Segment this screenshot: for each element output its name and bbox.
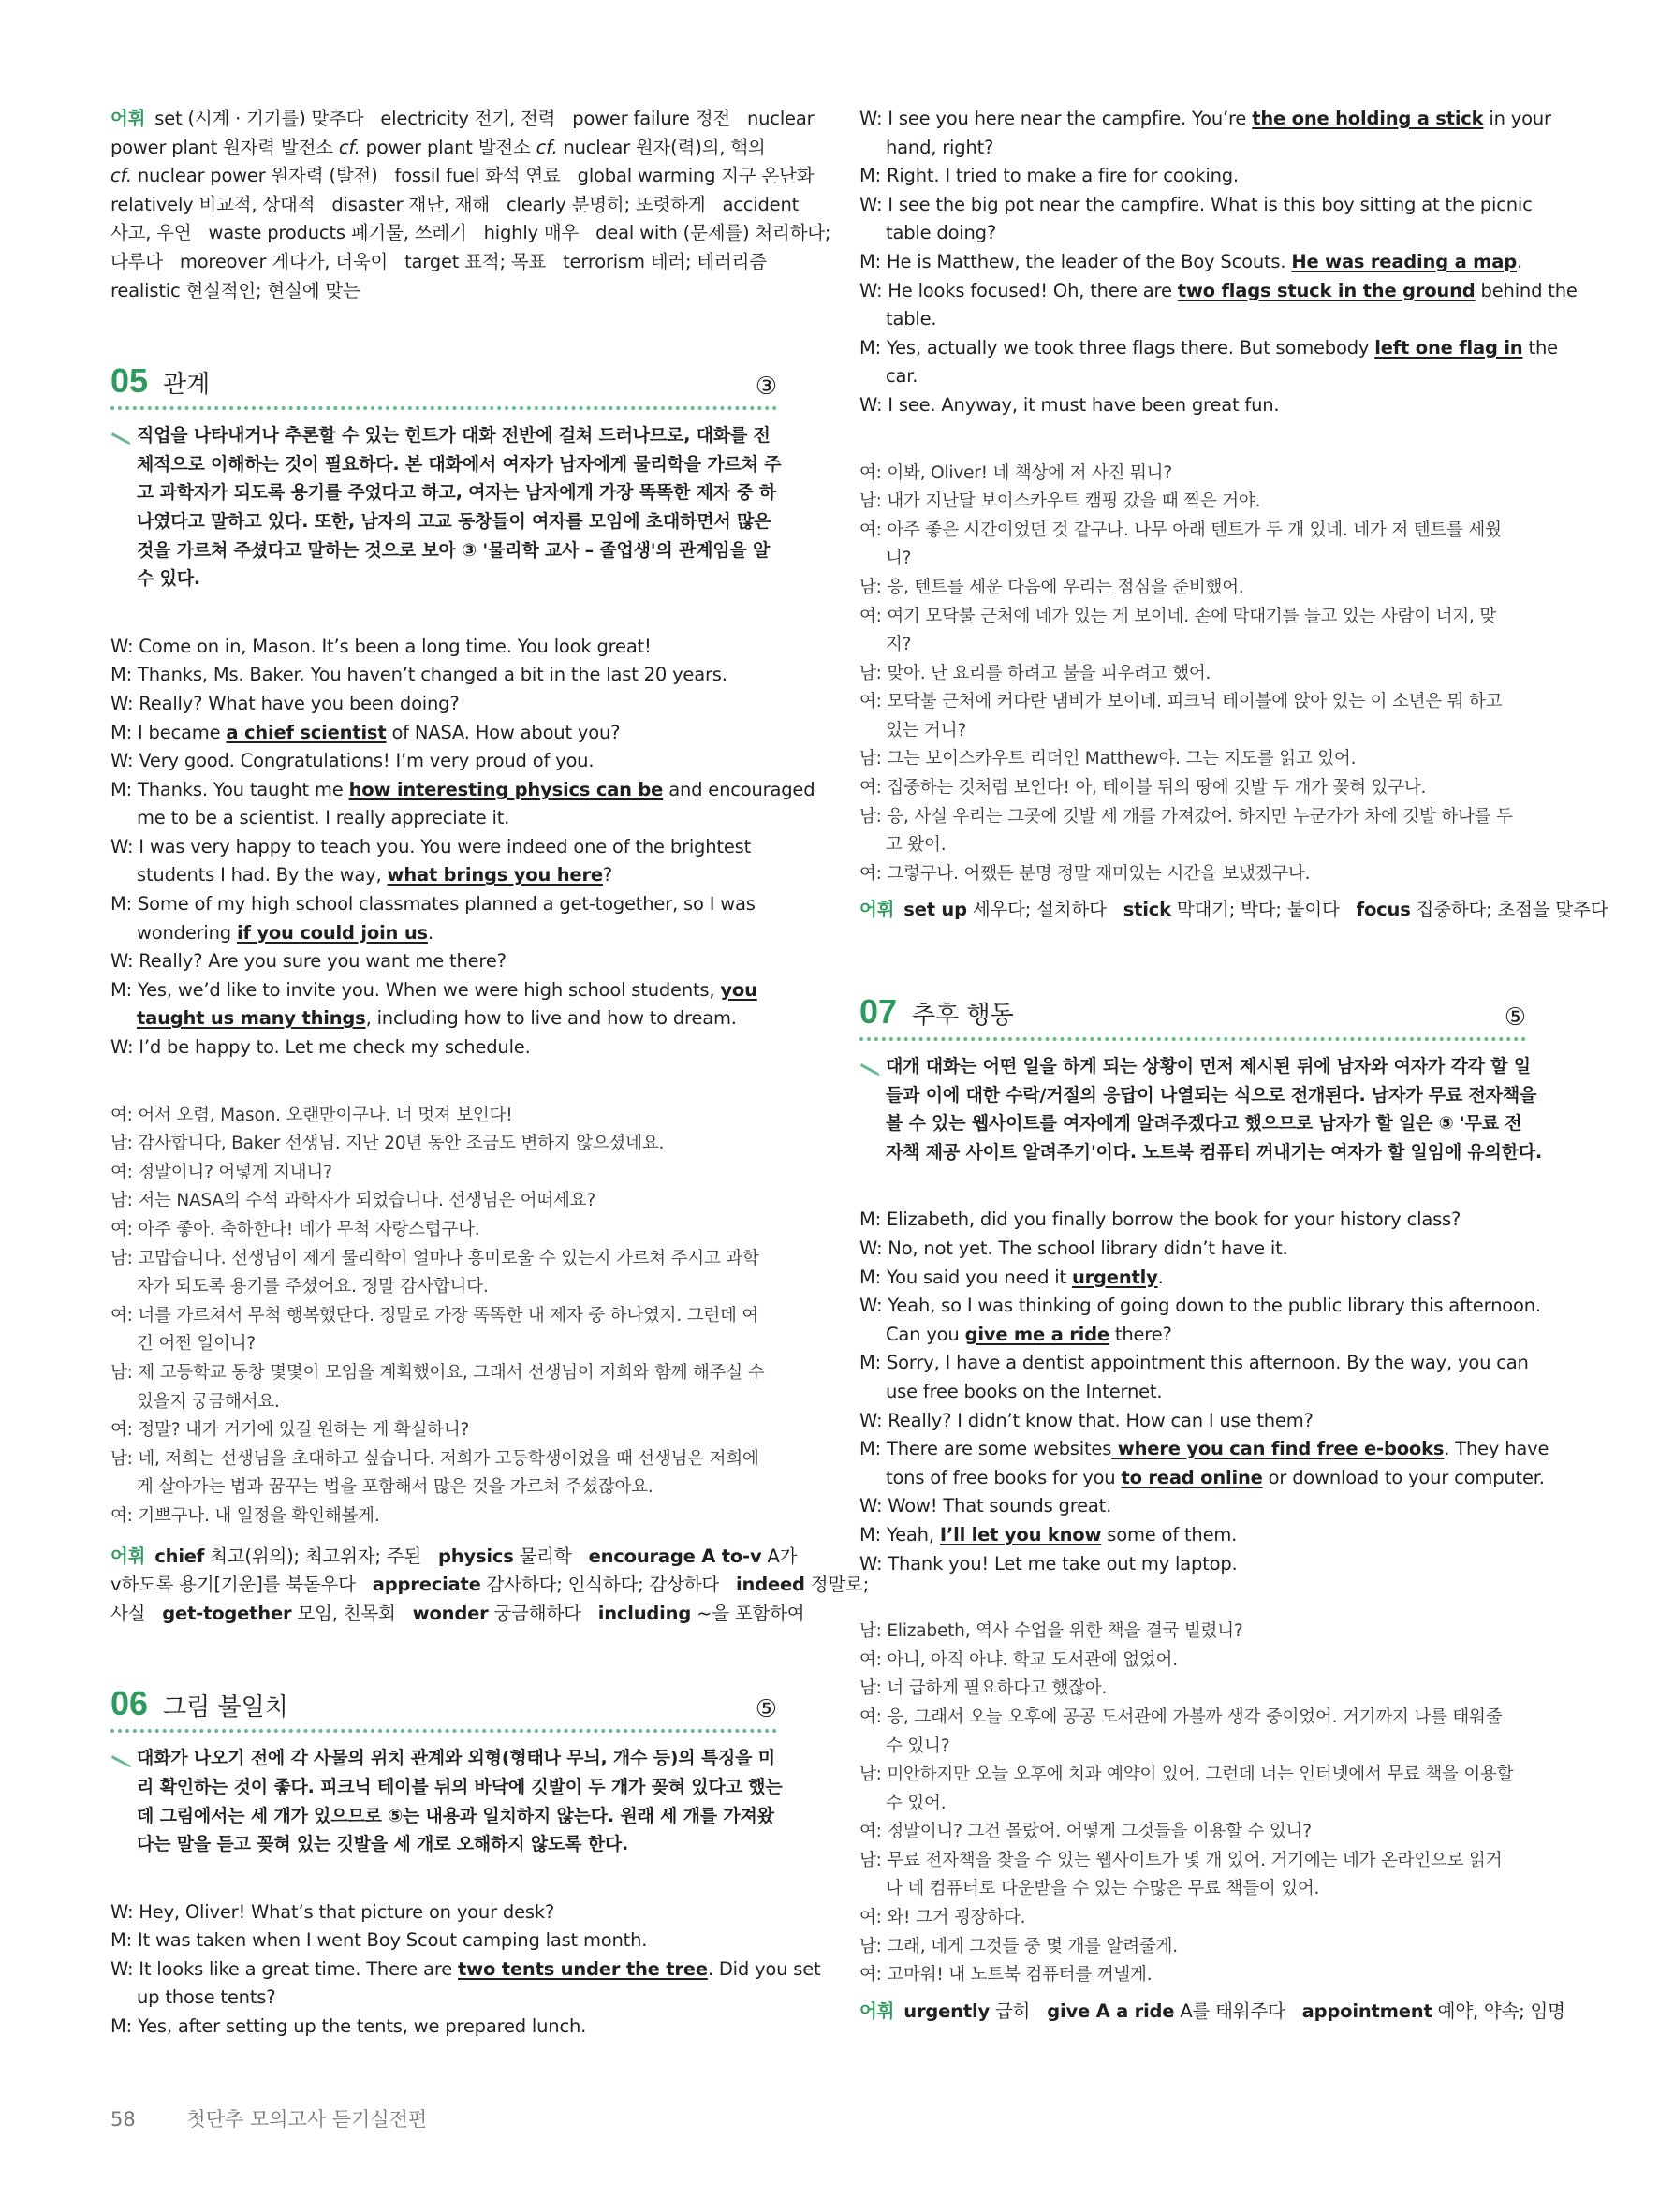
text-line: 있을지 궁금해서요.: [137, 1391, 280, 1412]
text-line: use free books on the Internet.: [886, 1380, 1163, 1402]
text-line: M: You said you need it urgently.: [859, 1266, 1164, 1288]
text-line: 남: 맞아. 난 요리를 하려고 불을 피우려고 했어.: [859, 663, 1211, 683]
text-line: students I had. By the way, what brings you here?: [137, 864, 613, 886]
text-line: 남: 미안하지만 오늘 오후에 치과 예약이 있어. 그런데 너는 인터넷에서 무료 책을 이용할: [859, 1765, 1514, 1785]
text-line: M: It was taken when I went Boy Scout camping last month.: [110, 1929, 648, 1952]
text-line: 여: 기쁘구나. 내 일정을 확인해볼게.: [110, 1505, 380, 1526]
section-title: 추후 행동: [912, 1002, 1014, 1031]
text-line: W: No, not yet. The school library didn’t have it.: [859, 1238, 1288, 1259]
text-line: 직업을 나타내거나 추론할 수 있는 힌트가 대화 전반에 걸쳐 드러나므로, 대화를 전: [137, 425, 771, 447]
text-line: 긴 어쩐 일이니?: [137, 1334, 257, 1355]
text-line: 남: 네, 저희는 선생님을 초대하고 싶습니다. 저희가 고등학생이었을 때 선생님은 저희에: [110, 1448, 759, 1469]
section-06: [110, 1684, 821, 2041]
text-line: 여: 아주 좋아. 축하한다! 네가 무척 자랑스럽구나.: [110, 1220, 480, 1239]
section-title: 그림 불일치: [163, 1693, 288, 1722]
text-line: W: It looks like a great time. There are two tents under the tree. Did you set: [110, 1957, 821, 1980]
text-line: W: Really? Are you sure you want me there?: [110, 950, 507, 973]
text-line: 여: 그렇구나. 어쨌든 분명 정말 재미있는 시간을 보냈겠구나.: [859, 863, 1311, 884]
text-line: realistic 현실적인; 현실에 맞는: [110, 279, 360, 301]
text-line: table.: [886, 308, 937, 330]
text-line: 남: 그래, 네게 그것들 중 몇 개를 알려줄게.: [859, 1936, 1178, 1956]
text-line: 대개 대화는 어떤 일을 하게 되는 상황이 먼저 제시된 뒤에 남자와 여자가 각각 할 일: [886, 1056, 1531, 1077]
text-line: power plant 원자력 발전소 cf. power plant 발전소 cf. nuclear 원자(력)의, 핵의: [110, 136, 766, 158]
book-title: 첫단추 모의고사 듣기실전편: [186, 2108, 428, 2131]
section-07-header: [859, 992, 1526, 1041]
right-column: [859, 105, 1608, 2026]
text-line: 게 살아가는 법과 꿈꾸는 법을 포함해서 많은 것을 가르쳐 주셨잖아요.: [137, 1477, 653, 1498]
text-line: v하도록 용기[기운]를 북돋우다 appreciate 감사하다; 인식하다; 감상하다 indeed 정말로;: [110, 1574, 870, 1596]
text-line: 체적으로 이해하는 것이 필요하다. 본 대화에서 여자가 남자에게 물리학을 가르쳐 주: [137, 453, 782, 475]
text-line: 나였다고 말하고 있다. 또한, 남자의 고교 동창들이 여자를 모임에 초대하면서 많은: [137, 510, 771, 532]
text-line: M: Right. I tried to make a fire for cooking.: [859, 165, 1239, 187]
text-line: 여: 아니, 아직 아냐. 학교 도서관에 없었어.: [859, 1649, 1178, 1670]
text-line: 남: 감사합니다, Baker 선생님. 지난 20년 동안 조금도 변하지 않으셨네요.: [110, 1134, 665, 1154]
text-line: Can you give me a ride there?: [886, 1323, 1172, 1345]
text-line: 다는 말을 듣고 꽂혀 있는 깃발을 세 개로 오해하지 않도록 한다.: [137, 1834, 629, 1855]
text-line: W: I see the big pot near the campfire. What is this boy sitting at the picnic: [859, 193, 1533, 215]
text-line: 남: 너 급하게 필요하다고 했잖아.: [859, 1678, 1108, 1699]
text-line: 여: 고마워! 내 노트북 컴퓨터를 꺼낼게.: [859, 1965, 1153, 1985]
text-line: M: Some of my high school classmates planned a get-together, so I was: [110, 893, 756, 916]
text-line: tons of free books for you to read online or download to your computer.: [886, 1466, 1545, 1488]
vocab-block-top: [110, 105, 831, 305]
text-line: 여: 와! 그거 굉장하다.: [859, 1908, 1026, 1928]
section-07: [859, 992, 1565, 2026]
text-line: 여: 집중하는 것처럼 보인다! 아, 테이블 뒤의 땅에 깃발 두 개가 꽂혀 있구나.: [859, 778, 1427, 798]
text-line: M: Yes, after setting up the tents, we prepared lunch.: [110, 2015, 587, 2038]
pencil-icon: [110, 429, 133, 446]
text-line: M: Sorry, I have a dentist appointment this afternoon. By the way, you can: [859, 1352, 1529, 1374]
text-line: W: Really? I didn’t know that. How can I use them?: [859, 1409, 1314, 1431]
text-line: M: There are some websites where you can find free e-books. They have: [859, 1438, 1549, 1460]
text-line: 남: 제 고등학교 동창 몇몇이 모임을 계획했어요, 그래서 선생님이 저희와 함께 해주실 수: [110, 1362, 765, 1383]
text-line: W: Thank you! Let me take out my laptop.: [859, 1552, 1238, 1575]
text-line: 여: 모닥불 근처에 커다란 냄비가 보이네. 피크닉 테이블에 앉아 있는 이 소년은 뭐 하고: [859, 692, 1503, 712]
text-line: 여: 이봐, Oliver! 네 책상에 저 사진 뭐니?: [859, 462, 1172, 483]
text-line: M: Thanks. You taught me how interesting physics can be and encouraged: [110, 778, 815, 800]
text-line: W: I’d be happy to. Let me check my schedule.: [110, 1036, 531, 1059]
text-line: relatively 비교적, 상대적 disaster 재난, 재해 clearly 분명히; 또렷하게 accident: [110, 193, 800, 215]
english-dialogue-continued: [859, 105, 1578, 420]
left-column: [110, 105, 870, 2042]
text-line: M: Elizabeth, did you finally borrow the book for your history class?: [859, 1209, 1461, 1231]
text-line: me to be a scientist. I really appreciate it.: [137, 807, 510, 829]
text-line: cf. nuclear power 원자력 (발전) fossil fuel 화석 연료 global warming 지구 온난화: [110, 165, 815, 187]
text-line: 데 그림에서는 세 개가 있으므로 ⑤는 내용과 일치하지 않는다. 원래 세 개를 가져왔: [137, 1805, 774, 1826]
text-line: car.: [886, 365, 918, 388]
text-line: M: Thanks, Ms. Baker. You haven’t changed a bit in the last 20 years.: [110, 664, 727, 686]
text-line: 대화가 나오기 전에 각 사물의 위치 관계와 외형(형태나 무늬, 개수 등)의 특징을 미: [137, 1748, 775, 1769]
text-line: W: I was very happy to teach you. You were indeed one of the brightest: [110, 835, 752, 857]
text-line: 것을 가르쳐 주셨다고 말하는 것으로 보아 ③ '물리학 교사 – 졸업생'의 관계임을 알: [137, 539, 771, 561]
vocab-block: [110, 1543, 870, 1629]
korean-translation: [859, 460, 1526, 889]
explanation: [110, 1744, 783, 1858]
page-footer: [110, 2104, 427, 2132]
text-line: 남: 저는 NASA의 수석 과학자가 되었습니다. 선생님은 어떠세요?: [110, 1191, 595, 1211]
text-line: 남: 무료 전자책을 찾을 수 있는 웹사이트가 몇 개 있어. 거기에는 네가 온라인으로 읽거: [859, 1850, 1503, 1870]
text-line: 다루다 moreover 게다가, 더욱이 target 표적; 목표 terrorism 테러; 테러리즘: [110, 250, 767, 272]
section-number: 06: [110, 1684, 149, 1723]
text-line: 여: 정말이니? 어떻게 지내니?: [110, 1162, 332, 1182]
text-line: 어휘 set up 세우다; 설치하다 stick 막대기; 박다; 붙이다 focus 집중하다; 초점을 맞추다: [859, 899, 1608, 921]
text-line: 수 있니?: [886, 1736, 950, 1756]
text-line: M: He is Matthew, the leader of the Boy Scouts. He was reading a map.: [859, 250, 1522, 272]
text-line: W: Really? What have you been doing?: [110, 692, 460, 714]
text-line: 어휘 chief 최고(위의); 최고위자; 주된 physics 물리학 encourage A to-v A가: [110, 1545, 798, 1567]
text-line: 남: 고맙습니다. 선생님이 제게 물리학이 얼마나 흥미로울 수 있는지 가르쳐 주시고 과학: [110, 1248, 759, 1268]
text-line: 여: 정말이니? 그건 몰랐어. 어떻게 그것들을 이용할 수 있니?: [859, 1822, 1312, 1842]
text-line: M: Yes, we’d like to invite you. When we were high school students, you: [110, 978, 757, 1001]
text-line: wondering if you could join us.: [137, 921, 433, 944]
text-line: hand, right?: [886, 136, 994, 158]
section-number: 05: [110, 361, 149, 401]
text-line: 남: 응, 사실 우리는 그곳에 깃발 세 개를 가져갔어. 하지만 누군가가 차에 깃발 하나를 두: [859, 806, 1513, 827]
text-line: 남: 내가 지난달 보이스카우트 캠핑 갔을 때 찍은 거야.: [859, 491, 1261, 512]
english-dialogue: [859, 1206, 1549, 1578]
text-line: M: I became a chief scientist of NASA. How about you?: [110, 721, 621, 743]
korean-translation: [859, 1618, 1526, 1990]
text-line: taught us many things, including how to live and how to dream.: [137, 1007, 737, 1030]
text-line: M: Yes, actually we took three flags there. But somebody left one flag in the: [859, 336, 1558, 359]
text-line: W: He looks focused! Oh, there are two flags stuck in the ground behind the: [859, 279, 1578, 301]
text-line: M: Yeah, I’ll let you know some of them.: [859, 1523, 1238, 1545]
text-line: 자책 제공 사이트 알려주기'이다. 노트북 컴퓨터 꺼내기는 여자가 할 일임에 유의한다.: [886, 1141, 1543, 1163]
text-line: 고 왔어.: [886, 835, 947, 856]
text-line: 나 네 컴퓨터로 다운받을 수 있는 수많은 무료 책들이 있어.: [886, 1879, 1320, 1899]
explanation: [859, 1052, 1543, 1166]
explanation: [110, 421, 782, 593]
answer-badge: ③: [755, 373, 777, 402]
answer-badge: ⑤: [1504, 1003, 1526, 1033]
text-line: 사고, 우연 waste products 폐기물, 쓰레기 highly 매우 deal with (문제를) 처리하다;: [110, 222, 831, 244]
text-line: up those tents?: [137, 1986, 276, 2009]
section-06-header: [110, 1684, 777, 1733]
text-line: W: Hey, Oliver! What’s that picture on your desk?: [110, 1900, 555, 1923]
pencil-icon: [859, 1060, 882, 1077]
text-line: 지?: [886, 635, 912, 655]
text-line: 리 확인하는 것이 좋다. 피크닉 테이블 뒤의 바닥에 깃발이 두 개가 꽂혀 있다고 했는: [137, 1776, 783, 1797]
section-title: 관계: [163, 371, 211, 400]
section-number: 07: [859, 992, 898, 1032]
text-line: 남: 응, 텐트를 세운 다음에 우리는 점심을 준비했어.: [859, 577, 1244, 597]
text-line: W: Come on in, Mason. It’s been a long time. You look great!: [110, 635, 652, 657]
text-line: 여: 응, 그래서 오늘 오후에 공공 도서관에 가볼까 생각 중이었어. 거기까지 나를 태워줄: [859, 1707, 1503, 1727]
section-05: [110, 361, 870, 1628]
text-line: 수 있어.: [886, 1793, 947, 1813]
text-line: 여: 어서 오렴, Mason. 오랜만이구나. 너 멋져 보인다!: [110, 1105, 513, 1125]
english-dialogue: [110, 633, 815, 1062]
pencil-icon: [110, 1751, 133, 1768]
page-number: 58: [110, 2108, 136, 2131]
text-line: 볼 수 있는 웹사이트를 여자에게 알려주겠다고 했으므로 남자가 할 일은 ⑤ '무료 전: [886, 1113, 1522, 1135]
text-line: W: Very good. Congratulations! I’m very proud of you.: [110, 750, 595, 772]
text-line: 여: 너를 가르쳐서 무척 행복했단다. 정말로 가장 똑똑한 내 제자 중 하나였지. 그런데 여: [110, 1305, 759, 1326]
text-line: 있는 거니?: [886, 720, 966, 740]
text-line: 여: 정말? 내가 거기에 있길 원하는 게 확실하니?: [110, 1420, 470, 1441]
text-line: 수 있다.: [137, 568, 200, 590]
text-line: 남: 그는 보이스카우트 리더인 Matthew야. 그는 지도를 읽고 있어.: [859, 749, 1357, 769]
text-line: 어휘 urgently 급히 give A a ride A를 태워주다 appointment 예약, 약속; 임명: [859, 2000, 1565, 2022]
text-line: W: Wow! That sounds great.: [859, 1495, 1112, 1517]
text-line: 여: 여기 모닥불 근처에 네가 있는 게 보이네. 손에 막대기를 들고 있는 사람이 너지, 맞: [859, 606, 1497, 626]
text-line: 여: 아주 좋은 시간이었던 것 같구나. 나무 아래 텐트가 두 개 있네. 네가 저 텐트를 세웠: [859, 520, 1502, 540]
section-05-header: [110, 361, 777, 410]
text-line: W: I see you here near the campfire. You’re the one holding a stick in your: [859, 108, 1551, 129]
text-line: table doing?: [886, 222, 996, 244]
english-dialogue: [110, 1898, 821, 2042]
korean-translation: [110, 1102, 777, 1531]
text-line: 남: Elizabeth, 역사 수업을 위한 책을 결국 빌렸니?: [859, 1621, 1243, 1642]
text-line: 들과 이에 대한 수락/거절의 응답이 나열되는 식으로 전개된다. 남자가 무료 전자책을: [886, 1084, 1537, 1106]
text-line: 어휘 set (시계 · 기기를) 맞추다 electricity 전기, 전력 power failure 정전 nuclear: [110, 108, 815, 129]
text-line: W: I see. Anyway, it must have been great fun.: [859, 393, 1280, 416]
vocab-block: [859, 1998, 1565, 2027]
text-line: 니?: [886, 549, 912, 569]
text-line: 사실 get-together 모임, 친목회 wonder 궁금해하다 including ~을 포함하여: [110, 1602, 805, 1624]
vocab-block: [859, 896, 1608, 925]
text-line: 고 과학자가 되도록 용기를 주었다고 하고, 여자는 남자에게 가장 똑똑한 제자 중 하: [137, 482, 777, 504]
text-line: 자가 되도록 용기를 주셨어요. 정말 감사합니다.: [137, 1277, 489, 1297]
answer-badge: ⑤: [755, 1695, 777, 1724]
text-line: W: Yeah, so I was thinking of going down to the public library this afternoon.: [859, 1295, 1541, 1317]
